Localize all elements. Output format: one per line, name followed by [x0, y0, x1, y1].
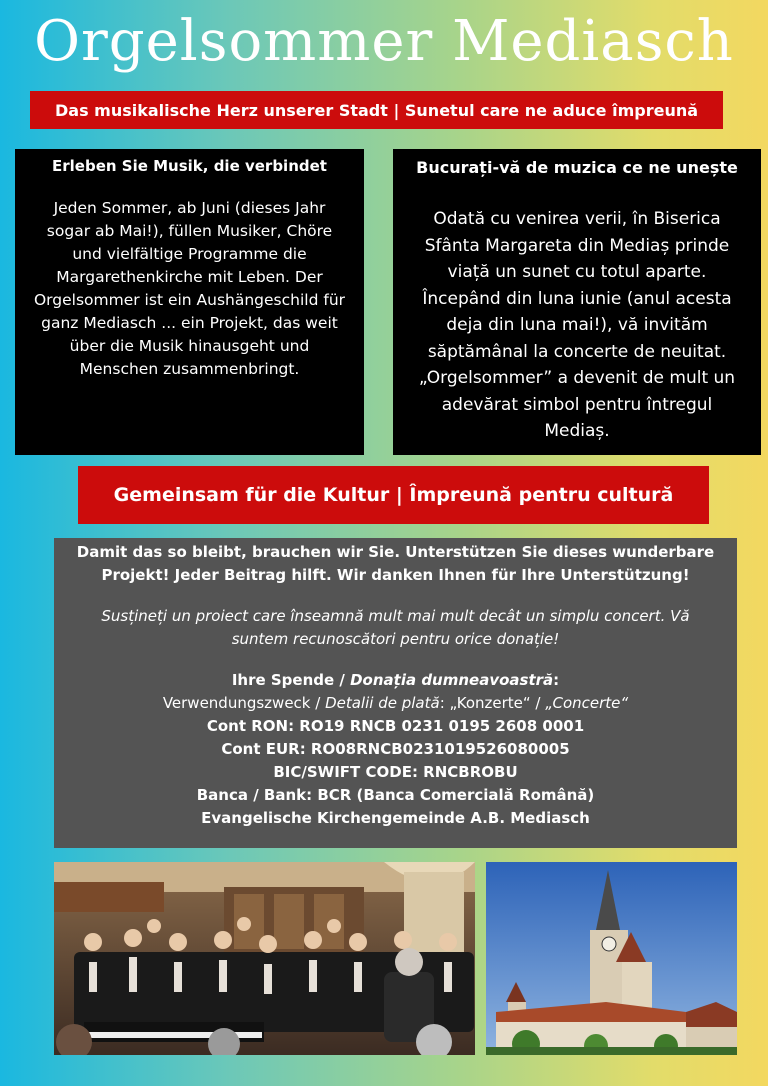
subtitle-text: Das musikalische Herz unserer Stadt | Sunetul care ne aduce împreună	[54, 100, 699, 120]
donation-label	[54, 669, 737, 692]
romanian-intro-line: adevărat simbol pentru întregul	[441, 394, 713, 415]
donation-label-de: Ihre Spende /	[231, 671, 351, 689]
romanian-intro-line: „Orgelsommer” a devenit de mult un	[418, 368, 736, 388]
church-photo-image	[486, 862, 737, 1055]
german-intro-box	[15, 149, 364, 455]
culture-banner-text: Gemeinsam für die Kultur | Împreună pentru cultură	[113, 484, 674, 506]
donation-label-colon: :	[553, 671, 560, 689]
donation-label-ro: Donația dumneavoastră	[350, 671, 554, 689]
account-eur: Cont EUR: RO08RNCB0231019526080005	[221, 740, 570, 758]
german-intro-line: Orgelsommer ist ein Aushängeschild für	[33, 291, 346, 309]
donation-appeal-de-line: Projekt! Jeder Beitrag hilft. Wir danken Ihnen für Ihre Unterstützung!	[101, 566, 690, 584]
german-intro-heading: Erleben Sie Musik, die verbindet	[52, 157, 327, 175]
choir-photo	[54, 862, 475, 1055]
romanian-intro-box	[393, 149, 761, 455]
donation-appeal-de-line: Damit das so bleibt, brauchen wir Sie. Unterstützen Sie dieses wunderbare	[76, 543, 715, 561]
german-intro-line: und vielfältige Programme die	[72, 245, 307, 263]
church-photo	[486, 862, 737, 1055]
romanian-intro-line: săptămânal la concerte de neuitat.	[427, 341, 727, 362]
payment-purpose-value-de: : „Konzerte“ /	[439, 694, 546, 712]
payment-purpose-ro: Detalii de plată	[325, 694, 440, 712]
german-intro-line: Jeden Sommer, ab Juni (dieses Jahr	[53, 199, 326, 217]
german-intro-line: ganz Mediasch ... ein Projekt, das weit	[41, 314, 338, 332]
donation-appeal-ro-line: Susțineți un proiect care înseamnă mult mai mult decât un simplu concert. Vă	[101, 607, 690, 625]
german-intro-text	[19, 197, 360, 381]
romanian-intro-line: Începând din luna iunie (anul acesta	[422, 288, 732, 309]
german-intro-line: Menschen zusammenbringt.	[79, 360, 300, 378]
account-holder: Evangelische Kirchengemeinde A.B. Mediasch	[201, 809, 590, 827]
donation-appeal-ro-line: suntem recunoscători pentru orice donație!	[231, 630, 560, 648]
romanian-intro-text	[399, 206, 755, 445]
payment-purpose-de: Verwendungszweck /	[162, 694, 326, 712]
german-intro-line: Margarethenkirche mit Leben. Der	[56, 268, 323, 286]
page-title: Orgelsommer Mediasch	[34, 9, 734, 74]
romanian-intro-line: viață un sunet cu totul aparte.	[447, 262, 707, 282]
choir-photo-image	[54, 862, 475, 1055]
romanian-intro-line: deja din luna mai!), vă invităm	[446, 315, 708, 335]
romanian-intro-line: Odată cu venirea verii, în Biserica	[433, 209, 721, 229]
bank-name: Banca / Bank: BCR (Banca Comercială Română)	[196, 786, 595, 804]
romanian-intro-heading: Bucurați-vă de muzica ce ne unește	[416, 158, 738, 177]
swift-code: BIC/SWIFT CODE: RNCBROBU	[273, 763, 518, 781]
german-intro-line: sogar ab Mai!), füllen Musiker, Chöre	[46, 222, 333, 240]
account-ron: Cont RON: RO19 RNCB 0231 0195 2608 0001	[206, 717, 585, 735]
romanian-intro-line: Mediaș.	[544, 421, 610, 441]
german-intro-line: über die Musik hinausgeht und	[69, 337, 310, 355]
romanian-intro-line: Sfânta Margareta din Mediaș prinde	[424, 235, 730, 256]
donation-box	[54, 538, 737, 848]
subtitle-banner	[30, 91, 723, 129]
culture-banner	[78, 466, 709, 524]
payment-purpose	[54, 692, 737, 715]
payment-purpose-value-ro: „Concerte“	[545, 694, 629, 712]
